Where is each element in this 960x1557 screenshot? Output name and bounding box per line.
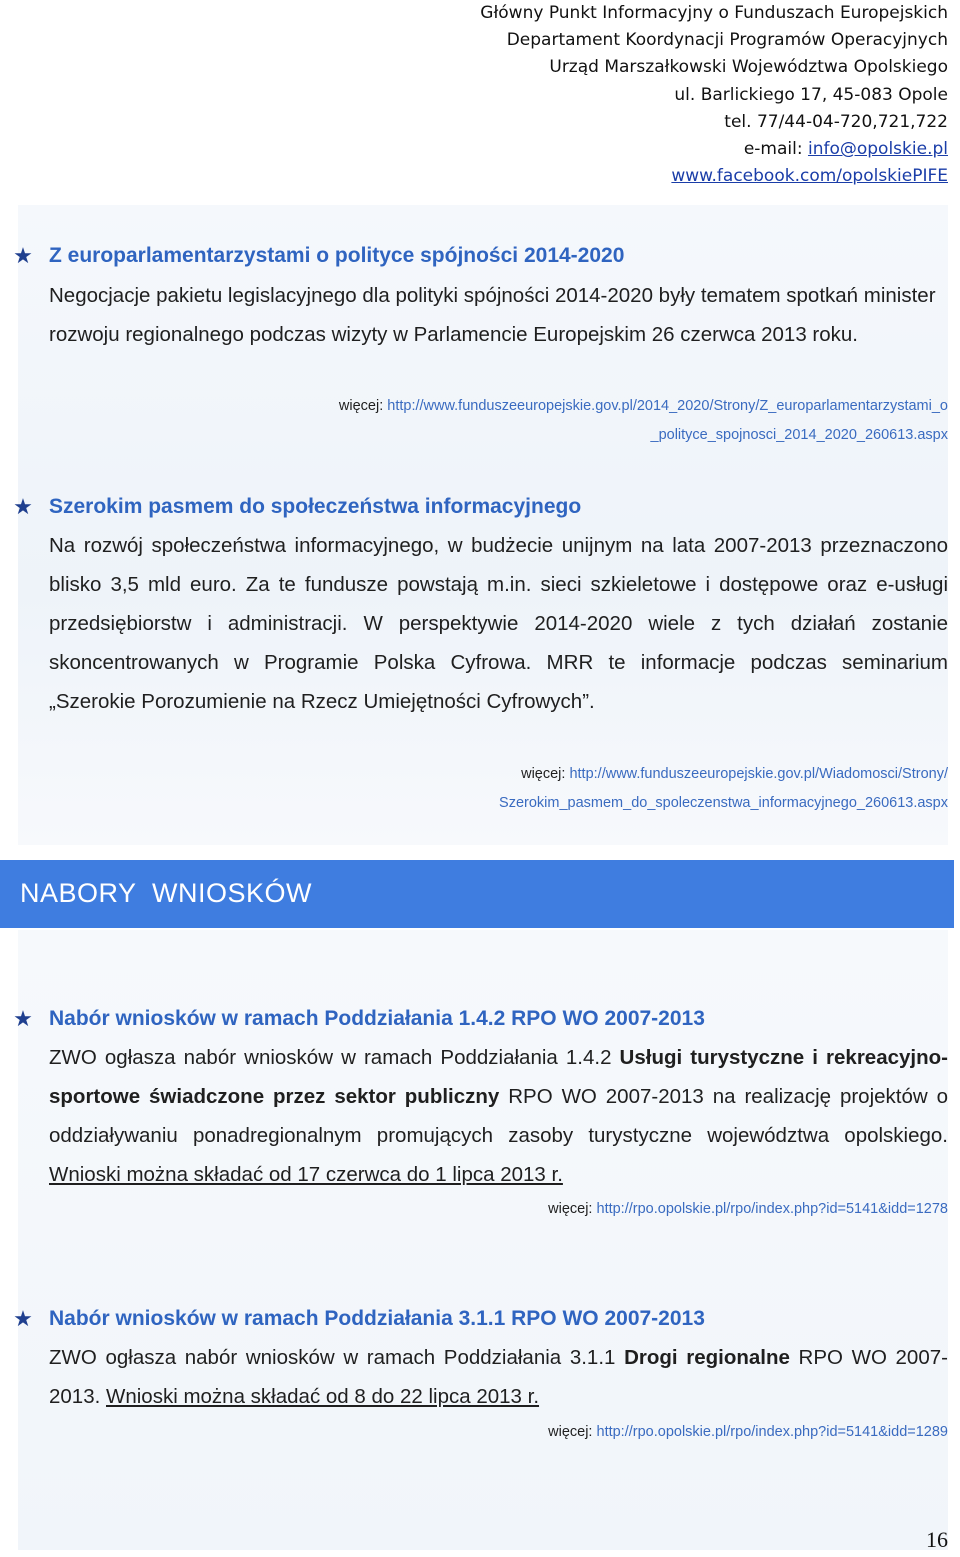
- header-line-2: Departament Koordynacji Programów Operacyjnych: [506, 30, 948, 51]
- call-body-1-post: RPO WO 2007-2013 na realizację projektów o oddziaływaniu ponadregionalnym promujących zasoby turystyczne województwa opolskiego.: [49, 1085, 948, 1147]
- call-body-1-pre: ZWO ogłasza nabór wniosków w ramach Poddziałania 1.4.2: [49, 1046, 620, 1069]
- header-line-3: Urząd Marszałkowski Województwa Opolskiego: [549, 57, 948, 78]
- news-body-1: Negocjacje pakietu legislacyjnego dla polityki spójności 2014-2020 były tematem spotkań minister rozwoju regionalnego podczas wizyty w Parlamencie Europejskim 26 czerwca 2013 roku.: [49, 284, 936, 346]
- more-label: więcej:: [521, 766, 570, 782]
- news-link-2b[interactable]: Szerokim_pasmem_do_spoleczenstwa_informacyjnego_260613.aspx: [499, 795, 948, 811]
- news-more-2: [499, 760, 948, 818]
- more-label: więcej:: [548, 1201, 597, 1217]
- more-label: więcej:: [548, 1424, 597, 1440]
- call-title-1: Nabór wniosków w ramach Poddziałania 1.4.2 RPO WO 2007-2013: [49, 1007, 705, 1030]
- news-title-2: Szerokim pasmem do społeczeństwa informacyjnego: [49, 495, 582, 518]
- call-link-2[interactable]: http://rpo.opolskie.pl/rpo/index.php?id=5141&idd=1289: [596, 1424, 948, 1440]
- star-bullet-icon: ★: [13, 1006, 33, 1031]
- call-more-2: [548, 1418, 948, 1447]
- star-bullet-icon: ★: [13, 1306, 33, 1331]
- call-body-2-bold: Drogi regionalne: [624, 1346, 790, 1369]
- call-link-1[interactable]: http://rpo.opolskie.pl/rpo/index.php?id=5141&idd=1278: [596, 1201, 948, 1217]
- email-label: e-mail:: [743, 139, 808, 160]
- banner-title: NABORY WNIOSKÓW: [20, 878, 313, 908]
- header-phone: tel. 77/44-04-720,721,722: [724, 111, 948, 132]
- call-title-2: Nabór wniosków w ramach Poddziałania 3.1.1 RPO WO 2007-2013: [49, 1307, 705, 1330]
- call-body-2-pre: ZWO ogłasza nabór wniosków w ramach Poddziałania 3.1.1: [49, 1346, 625, 1369]
- header-line-1: Główny Punkt Informacyjny o Funduszach Europejskich: [480, 3, 948, 23]
- header-address: ul. Barlickiego 17, 45-083 Opole: [674, 84, 948, 105]
- facebook-link[interactable]: www.facebook.com/opolskiePIFE: [671, 166, 948, 187]
- call-body-2-post: RPO WO 2007-2013.: [49, 1346, 948, 1408]
- news-link-1a[interactable]: http://www.funduszeeuropejskie.gov.pl/2014_2020/Strony/Z_europarlamentarzystami_o: [387, 398, 948, 414]
- call-body-1: [49, 1038, 948, 1194]
- call-deadline-1: Wnioski można składać od 17 czerwca do 1 lipca 2013 r.: [49, 1163, 563, 1186]
- email-link[interactable]: info@opolskie.pl: [807, 139, 948, 160]
- call-body-2: [49, 1338, 948, 1416]
- more-label: więcej:: [338, 398, 388, 414]
- header-email-row: [388, 136, 948, 163]
- call-deadline-2: Wnioski można składać od 8 do 22 lipca 2013 r.: [106, 1385, 540, 1408]
- star-bullet-icon: ★: [13, 243, 33, 268]
- news-more-1: [339, 392, 948, 450]
- header-facebook-row: [388, 163, 948, 190]
- call-more-1: [548, 1195, 948, 1224]
- section-banner: [0, 860, 954, 928]
- star-bullet-icon: ★: [13, 494, 33, 519]
- call-body-1-bold: Usługi turystyczne i rekreacyjno-sportowe świadczone przez sektor publiczny: [49, 1046, 948, 1108]
- news-body-2: Na rozwój społeczeństwa informacyjnego, w budżecie unijnym na lata 2007-2013 przeznaczono blisko 3,5 mld euro. Za te fundusze powstają m.in. sieci szkieletowe i dostępowe oraz e-usługi przedsiębiorstw i administracji. W perspektywie 2014-2020 wiele z tych działań zostanie skoncentrowanych w Programie Polska Cyfrowa. MRR te informacje podczas seminarium „Szerokie Porozumienie na Rzecz Umiejętności Cyfrowych”.: [49, 534, 948, 713]
- news-link-2a[interactable]: http://www.funduszeeuropejskie.gov.pl/Wiadomosci/Strony/: [569, 766, 948, 782]
- page-number: 16: [926, 1527, 948, 1552]
- news-title-1: Z europarlamentarzystami o polityce spójności 2014-2020: [49, 244, 625, 267]
- news-link-1b[interactable]: _polityce_spojnosci_2014_2020_260613.aspx: [650, 427, 948, 443]
- contact-header: [388, 0, 948, 190]
